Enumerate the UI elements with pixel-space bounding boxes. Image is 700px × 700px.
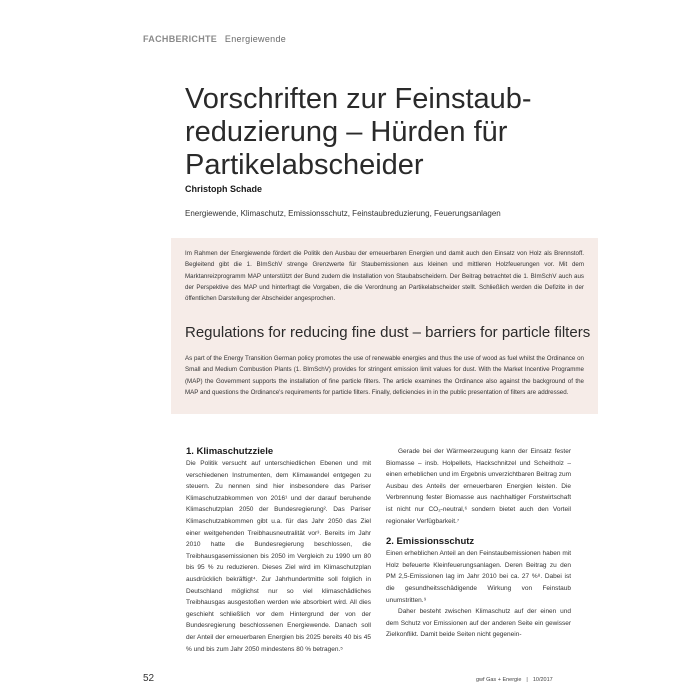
section-1-paragraph-1: Die Politik versucht auf unterschiedlichen Ebenen und mit verschiedenen Instrumenten, dem Klimawandel entgegen zu steuern. Zu nennen sind hier insbesondere das Pariser Klimaschutzabkommen von 2016¹ und der darauf beruhende Klimaschutzplan 2050 der Bundesregierung². Das Pariser Klimaschutzabkommen gibt u.a. für das Jahr 2050 das Ziel einer weitgehenden Treibhausneutralität vor³. Bereits im Jahr 2010 hatte die Bundesregierung beschlossen, die Treibhausgasemissionen bis 2050 im Vergleich zu 1990 um 80 bis 95 % zu reduzieren. Dieses Ziel wird im Klimaschutzplan ausdrücklich bekräftigt⁴. Zur Jahrhundertmitte soll folglich in Deutschland möglichst nur so viel klimaschädliches Treibhausgas ausgestoßen werden wie absorbiert wird. All dies geschieht schließlich vor dem Hintergrund der von der Bundesregierung beschlossenen Energiewende. Danach soll der Anteil der erneuerbaren Energien bis 2025 bereits 40 bis 45 % und bis zum Jahr 2050 mindestens 80 % betragen.⁵ [186, 460, 371, 653]
running-head-section: FACHBERICHTE [143, 34, 218, 44]
body-column-right [386, 446, 571, 641]
journal-issue: 10/2017 [532, 677, 553, 683]
abstract-box [171, 238, 598, 414]
footer-separator: | [526, 677, 528, 683]
section-2-paragraph-1: Einen erheblichen Anteil an den Feinstaubemissionen haben mit Holz befeuerte Kleinfeuerungsanlagen. Deren Beitrag zu den PM 2,5-Emissionen lag im Jahr 2010 bei ca. 27 %⁸. Dabei ist die gesundheitsschädigende Wirkung von Feinstaub unumstritten.⁹ [386, 550, 572, 604]
article-title: Vorschriften zur Feinstaub-reduzierung – Hürden für Partikelabscheider [185, 83, 532, 181]
page-number: 52 [143, 673, 155, 684]
article-keywords: Energiewende, Klimaschutz, Emissionsschutz, Feinstaubreduzierung, Feuerungsanlagen [185, 209, 501, 218]
body-column-left [186, 446, 371, 655]
running-head [143, 34, 286, 44]
section-2-heading: 2. Emissionsschutz [386, 536, 475, 548]
journal-name: gwf Gas + Energie [476, 677, 522, 683]
article-author: Christoph Schade [185, 184, 263, 194]
abstract-english: As part of the Energy Transition German policy promotes the use of renewable energies and thus the use of wood as fuel whilst the Ordinance on Small and Medium Combustion Plants (1. BImSchV) provides for stringent emission limit values for dust. With the Market Incentive Programme (MAP) the Government supports the installation of fine particle filters. The article examines the Ordinance also against the background of the MAP and questions the Ordinance's requirements for particle filters. Finally, deficiencies in in the public presentation of filters are addressed. [185, 355, 584, 396]
journal-footer [476, 677, 553, 683]
section-2-paragraph-2: Daher besteht zwischen Klimaschutz auf der einen und dem Schutz vor Emissionen auf der anderen Seite ein gewisser Zielkonflikt. Damit beide Seiten nicht gegenein- [386, 608, 571, 639]
section-1-paragraph-2: Gerade bei der Wärmeerzeugung kann der Einsatz fester Biomasse – insb. Holpellets, Hackschnitzel und Scheitholz – einen erheblichen und im Ergebnis unverzichtbaren Beitrag zum Ausbau des Anteils der erneuerbaren Energien leisten. Die Verbrennung fester Biomasse aus nachhaltiger Forstwirtschaft ist nicht nur CO₂-neutral,⁶ sondern bietet auch den Vorteil regionaler Verfügbarkeit.⁷ [386, 448, 571, 525]
section-1-heading: 1. Klimaschutzziele [186, 446, 274, 457]
abstract-english-title: Regulations for reducing fine dust – barriers for particle filters [185, 324, 591, 341]
abstract-german: Im Rahmen der Energiewende fördert die Politik den Ausbau der erneuerbaren Energien und damit auch den Einsatz von Holz als Brennstoff. Begleitend gibt die 1. BImSchV strenge Grenzwerte für Staubemissionen aus kleinen und mittleren Holzfeuerungen vor. Mit dem Marktanreizprogramm MAP unterstützt der Bund zudem die Installation von Staubabscheidern. Der Beitrag betrachtet die 1. BImSchV auch aus der Perspektive des MAP und hinterfragt die Vorgaben, die die Verordnung an Partikelabscheider stellt. Schließlich werden die Defizite in der öffentlichen Darstellung der Abscheider angesprochen. [185, 250, 584, 303]
running-head-subsection: Energiewende [224, 34, 287, 44]
